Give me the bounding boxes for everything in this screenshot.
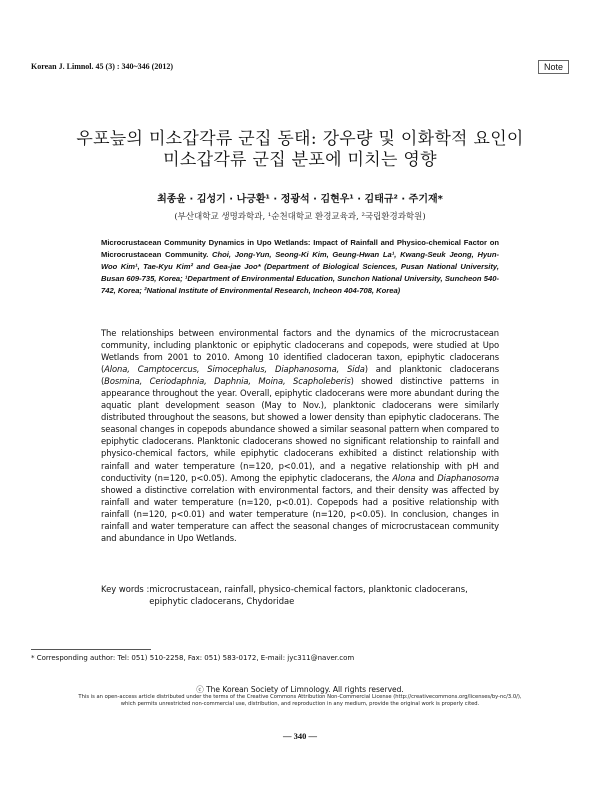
abstract-planktonic-taxa: Bosmina, Ceriodaphnia, Daphnia, Moina, Scapholeberis [104,376,351,387]
license-line: This is an open-access article distributed under the terms of the Creative Commons Attribution Non-Commercial License (http://creativecommons.org/licenses/by-nc/3.0/), [78,694,522,700]
title-ko-line1: 우포늪의 미소갑각류 군집 동태: 강우량 및 이화학적 요인이 [76,129,524,149]
keywords-text: microcrustacean, rainfall, physico-chemical factors, planktonic cladocerans, epiphytic cladocerans, Chydoridae [149,584,468,607]
abstract-epiphytic-taxa: Alona, Camptocercus, Simocephalus, Diaphanosoma, Sida [104,364,365,375]
note-badge: Note [538,60,569,74]
abstract-part: ) and planktonic cladocerans ( [101,364,499,387]
corresponding-author-footnote: * Corresponding author: Tel: 051) 510-2258, Fax: 051) 583-0172, E-mail: jyc311@naver.com [31,654,355,662]
abstract-part: and [415,472,438,483]
license-line: which permits unrestricted non-commercial use, distribution, and reproduction in any medium, provide the original work is properly cited. [120,701,480,707]
abstract-part: showed a distinctive correlation with environmental factors, and their density was affected by rainfall and water temperature (n=120, p<0.01). Copepods had a positive relationship with rainfall (n=120, p<0.01) and water temperature (n=120, p<0.05). In conclusion, changes in rainfall and water temperature can affect the seasonal changes of microcrustacean community and abundance in Upo Wetlands. [101,484,499,543]
license-notice [10,694,590,708]
abstract-genus: Diaphanosoma [437,472,499,483]
english-affiliations: (Department of Biological Sciences, Pusan National University, Busan 609-735, Korea; ¹Department of Environmental Education, Sunchon National University, Suncheon 540-742, Korea; ²National Institute of Environmental Research, Incheon 404-708, Korea) [101,262,499,296]
page-number: — 340 — [283,731,317,741]
keywords [101,583,499,607]
affiliation-ko: (부산대학교 생명과학과, ¹순천대학교 환경교육과, ²국립환경과학원) [174,212,426,222]
english-title: Microcrustacean Community Dynamics in Upo Wetlands: Impact of Rainfall and Physico-chemical Factor on Microcrustacean Community. [101,238,499,260]
english-title-block [101,237,499,297]
footnote-divider [31,649,151,650]
abstract-part: ) showed distinctive patterns in appearance throughout the year. Overall, epiphytic cladocerans were more abundant during the aquatic plant development season (May to Nov.), planktonic cladocerans were similarly distributed throughout the seasons, but showed a lower density than epiphytic cladocerans. The seasonal changes in copepods abundance showed a similar seasonal pattern when compared to epiphytic cladocerans. Planktonic cladocerans showed no significant relationship to rainfall and physico-chemical factors, while epiphytic cladocerans exhibited a distinct relationship with rainfall and water temperature (n=120, p<0.01), and a negative relationship with pH and conductivity (n=120, p<0.05). Among the epiphytic cladocerans, the [101,376,499,483]
keywords-label: Key words : [101,584,150,594]
journal-reference: Korean J. Limnol. 45 (3) : 340~346 (2012) [31,62,174,71]
title-ko-line2: 미소갑각류 군집 분포에 미치는 영향 [163,150,437,170]
abstract-part: The relationships between environmental factors and the dynamics of the microcrustacean community, including planktonic or epiphytic cladocerans and copepods, were studied at Upo Wetlands from 2001 to 2010. Among 10 identified cladoceran taxon, epiphytic cladocerans ( [101,328,499,375]
english-authors: Choi, Jong-Yun, Seong-Ki Kim, Geung-Hwan La¹, Kwang-Seuk Jeong, Hyun-Woo Kim¹, Tae-Kyu Kim² and Gea-jae Joo* [101,250,499,272]
copyright-notice: ⓒ The Korean Society of Limnology. All rights reserved. [196,685,404,694]
authors-ko: 최종윤 · 김성기 · 나긍환¹ · 정광석 · 김현우¹ · 김태규² · 주기재* [157,194,443,205]
abstract [101,327,499,544]
abstract-genus: Alona [392,472,416,483]
